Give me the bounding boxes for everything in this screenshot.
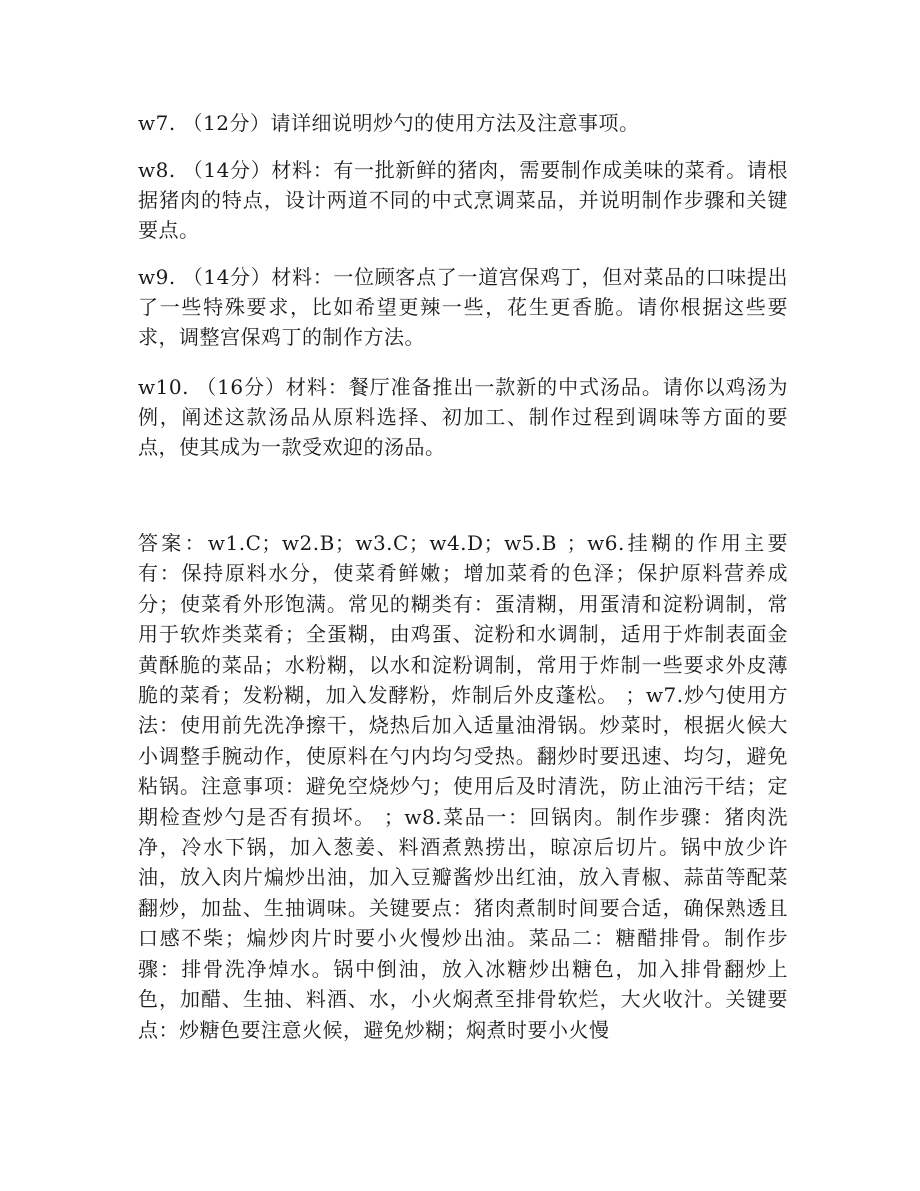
question-w9: w9. （14分）材料：一位顾客点了一道宫保鸡丁，但对菜品的口味提出了一些特殊要求，比如希望更辣一些，花生更香脆。请你根据这些要求，调整宫保鸡丁的制作方法。 <box>138 265 788 349</box>
question-w7: w7. （12分）请详细说明炒勺的使用方法及注意事项。 <box>138 111 640 135</box>
question-w10: w10. （16分）材料：餐厅准备推出一款新的中式汤品。请你以鸡汤为例，阐述这款汤品从原料选择、初加工、制作过程到调味等方面的要点，使其成为一款受欢迎的汤品。 <box>138 375 788 459</box>
answer-paragraph: 答案：w1.C；w2.B；w3.C；w4.D；w5.B ；w6.挂糊的作用主要有：保持原料水分，使菜肴鲜嫩；增加菜肴的色泽；保护原料营养成分；使菜肴外形饱满。常见的糊类有：蛋清糊，用蛋清和淀粉调制，常用于软炸类菜肴；全蛋糊，由鸡蛋、淀粉和水调制，适用于炸制表面金黄酥脆的菜品；水粉糊，以水和淀粉调制，常用于炸制一些要求外皮薄脆的菜肴；发粉糊，加入发酵粉，炸制后外皮蓬松。 ；w7.炒勺使用方法：使用前先洗净擦干，烧热后加入适量油滑锅。炒菜时，根据火候大小调整手腕动作，使原料在勺内均匀受热。翻炒时要迅速、均匀，避免粘锅。注意事项：避免空烧炒勺；使用后及时清洗，防止油污干结；定期检查炒勺是否有损坏。 ；w8.菜品一：回锅肉。制作步骤：猪肉洗净，冷水下锅，加入葱姜、料酒煮熟捞出，晾凉后切片。锅中放少许油，放入肉片煸炒出油，加入豆瓣酱炒出红油，放入青椒、蒜苗等配菜翻炒，加盐、生抽调味。关键要点：猪肉煮制时间要合适，确保熟透且口感不柴；煸炒肉片时要小火慢炒出油。菜品二：糖醋排骨。制作步骤：排骨洗净焯水。锅中倒油，放入冰糖炒出糖色，加入排骨翻炒上色，加醋、生抽、料酒、水，小火焖煮至排骨软烂，大火收汁。关键要点：炒糖色要注意火候，避免炒糊；焖煮时要小火慢 <box>138 531 788 1042</box>
question-w8: w8. （14分）材料：有一批新鲜的猪肉，需要制作成美味的菜肴。请根据猪肉的特点，设计两道不同的中式烹调菜品，并说明制作步骤和关键要点。 <box>138 158 788 242</box>
